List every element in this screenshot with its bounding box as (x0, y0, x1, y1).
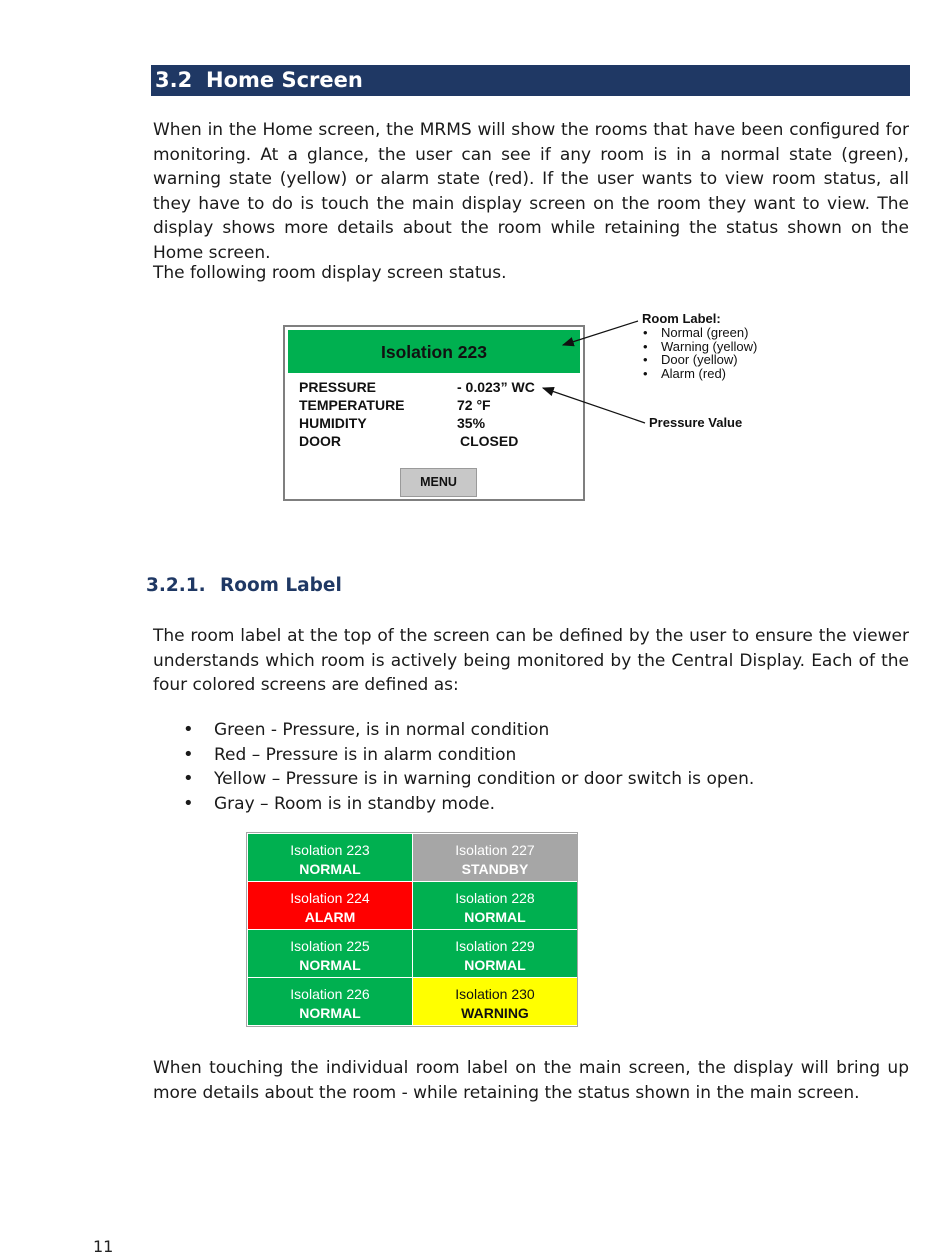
row-value-humidity: 35% (457, 415, 486, 431)
room-tile-name: Isolation 228 (455, 890, 535, 906)
callout-item-alarm: • Alarm (red) (642, 367, 757, 381)
room-tile-name: Isolation 230 (455, 986, 535, 1002)
intro-caption: The following room display screen status. (153, 263, 507, 283)
row-value-temperature: 72 °F (457, 397, 491, 413)
room-tile[interactable] (413, 930, 577, 977)
page-number: 11 (93, 1237, 114, 1256)
closing-paragraph: When touching the individual room label on the main screen, the display will bring up more details about the room - while retaining the status shown in the main screen. (153, 1058, 909, 1103)
row-value-door: CLOSED (460, 433, 519, 449)
section-number: 3.2 (155, 68, 193, 92)
room-tile-name: Isolation 227 (455, 842, 535, 858)
room-tile-status: NORMAL (464, 909, 526, 925)
room-tile-name: Isolation 224 (290, 890, 370, 906)
room-tile[interactable] (413, 834, 577, 881)
menu-button[interactable] (400, 468, 477, 497)
room-tile[interactable] (413, 978, 577, 1025)
room-tile-status: WARNING (461, 1005, 529, 1021)
menu-button-label: MENU (420, 475, 457, 489)
room-display-figure (283, 325, 585, 501)
row-label-humidity: HUMIDITY (299, 415, 367, 431)
room-tile-name: Isolation 225 (290, 938, 370, 954)
callout-item-normal: • Normal (green) (642, 326, 757, 340)
room-tile-status: NORMAL (299, 957, 361, 973)
room-display-header (288, 330, 580, 373)
room-tile-name: Isolation 223 (290, 842, 370, 858)
subsection-number: 3.2.1. (146, 575, 206, 596)
list-item-red: • Red – Pressure is in alarm condition (183, 743, 754, 768)
room-tile[interactable] (413, 882, 577, 929)
room-status-grid (246, 832, 578, 1027)
room-label-callout (642, 311, 757, 380)
list-item-yellow: • Yellow – Pressure is in warning condition or door switch is open. (183, 767, 754, 792)
room-tile-status: ALARM (304, 909, 356, 925)
callout-item-door: • Door (yellow) (642, 353, 757, 367)
room-tile-status: NORMAL (299, 1005, 361, 1021)
intro-paragraph: When in the Home screen, the MRMS will show the rooms that have been configured for monitoring. At a glance, the user can see if any room is in a normal state (green), warning state (yellow) or alarm state (red). If the user wants to view room status, all they have to do is touch the main display screen on the room they want to view. The display shows more details about the room while retaining the status shown on the Home screen. (153, 120, 909, 263)
room-tile-status: NORMAL (299, 861, 361, 877)
room-tile-status: NORMAL (464, 957, 526, 973)
room-label-callout-title: Room Label: (642, 311, 721, 326)
room-tile-name: Isolation 229 (455, 938, 535, 954)
room-tile[interactable] (248, 882, 412, 929)
row-label-pressure: PRESSURE (299, 379, 377, 395)
list-item-green: • Green - Pressure, is in normal condition (183, 718, 754, 743)
list-item-gray: • Gray – Room is in standby mode. (183, 792, 754, 817)
room-label-callout-list (642, 326, 757, 380)
subsection-title: Room Label (220, 575, 342, 596)
section-title: Home Screen (206, 68, 363, 92)
section-heading (151, 65, 910, 96)
pressure-value-callout: Pressure Value (649, 415, 743, 430)
room-tile[interactable] (248, 978, 412, 1025)
room-tile-name: Isolation 226 (290, 986, 370, 1002)
room-display-title: Isolation 223 (380, 342, 487, 362)
row-label-temperature: TEMPERATURE (299, 397, 405, 413)
color-definitions-list (183, 718, 754, 816)
room-label-paragraph: The room label at the top of the screen can be defined by the user to ensure the viewer understands which room is actively being monitored by the Central Display. Each of the four colored screens are defined as: (153, 626, 909, 696)
room-tile[interactable] (248, 930, 412, 977)
callout-item-warning: • Warning (yellow) (642, 340, 757, 354)
row-value-pressure: - 0.023” WC (457, 379, 535, 395)
room-tile-status: STANDBY (461, 861, 529, 877)
row-label-door: DOOR (299, 433, 341, 449)
room-tile[interactable] (248, 834, 412, 881)
